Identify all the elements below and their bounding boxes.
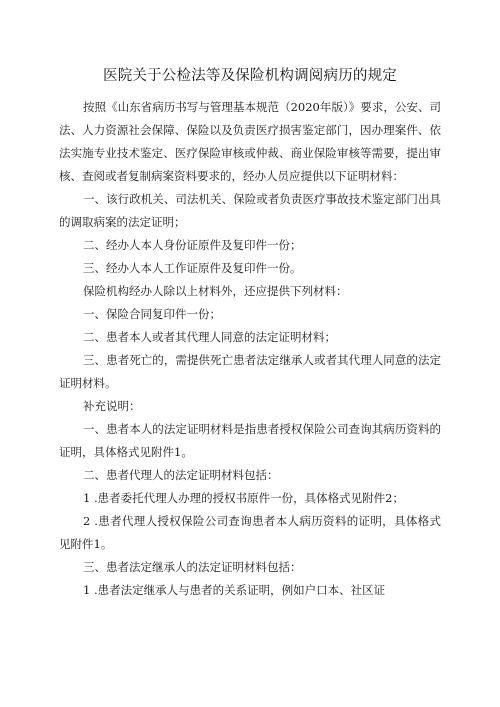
paragraph-insurance-intro: 保险机构经办人除以上材料外，还应提供下列材料： [83,284,348,298]
paragraph-supplement-2-2: 2 .患者代理人授权保险公司查询患者本人病历资料的证明，具体格式见附件1。 [59,514,441,551]
paragraph-supplement-2-1: 1 .患者委托代理人办理的授权书原件一份，具体格式见附件2； [83,491,404,505]
paragraph-supplement-3-1: 1 .患者法定继承人与患者的关系证明，例如户口本、社区证 [83,583,386,597]
paragraph-intro: 按照《山东省病历书写与管理基本规范（2020年版）》要求，公安、司法、人力资源社会保障、保险以及负责医疗损害鉴定部门，因办理案件、依法实施专业技术鉴定、医疗保险审核或仲裁、商业保险审核等需要，提出审核、查阅或者复制病案资料要求的，经办人员应提供以下证明材料： [59,100,441,183]
paragraph-insurance-2: 二、患者本人或者其代理人同意的法定证明材料； [83,330,336,344]
document-body [59,96,441,602]
paragraph-item-3: 三、经办人本人工作证原件及复印件一份。 [83,261,302,275]
paragraph-supplement-2: 二、患者代理人的法定证明材料包括： [83,468,279,482]
paragraph-insurance-1: 一、保险合同复印件一份； [83,307,221,321]
paragraph-supplement-heading: 补充说明： [83,399,141,413]
paragraph-supplement-3: 三、患者法定继承人的法定证明材料包括： [83,560,302,574]
paragraph-insurance-3: 三、患者死亡的，需提供死亡患者法定继承人或者其代理人同意的法定证明材料。 [59,353,441,390]
paragraph-item-1: 一、该行政机关、司法机关、保险或者负责医疗事故技术鉴定部门出具的调取病案的法定证明； [59,192,441,229]
document-title: 医院关于公检法等及保险机构调阅病历的规定 [103,68,397,84]
paragraph-item-2: 二、经办人本人身份证原件及复印件一份； [83,238,302,252]
paragraph-supplement-1: 一、患者本人的法定证明材料是指患者授权保险公司查询其病历资料的证明，具体格式见附件1。 [59,422,441,459]
